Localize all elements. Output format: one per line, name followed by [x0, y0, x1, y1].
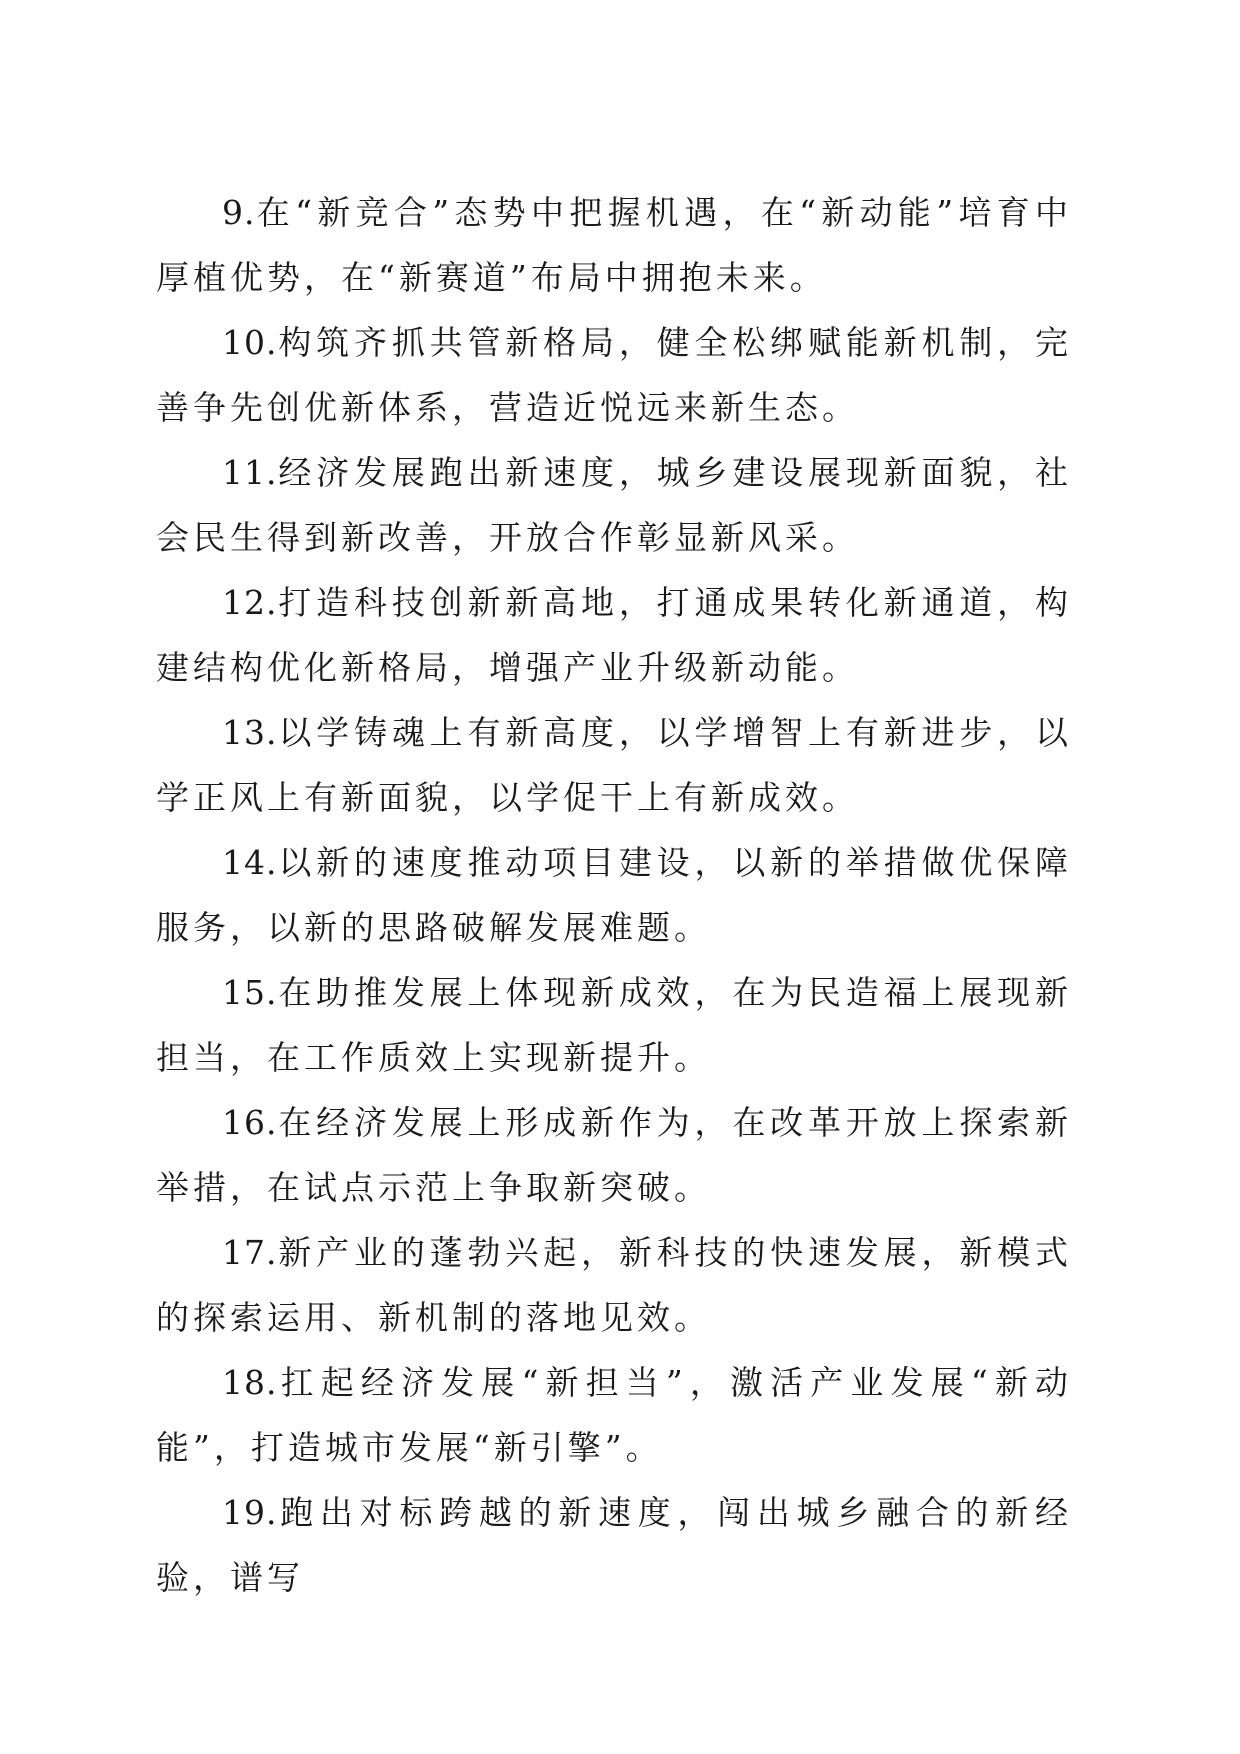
item-number: 11.	[222, 453, 278, 492]
item-text: 构筑齐抓共管新格局，健全松绑赋能新机制，完善争先创优新体系，营造近悦远来新生态。	[156, 323, 1072, 427]
item-number: 13.	[222, 713, 278, 752]
item-text: 以新的速度推动项目建设，以新的举措做优保障服务，以新的思路破解发展难题。	[156, 843, 1072, 947]
item-number: 18.	[222, 1363, 278, 1402]
item-text: 在助推发展上体现新成效，在为民造福上展现新担当，在工作质效上实现新提升。	[156, 973, 1072, 1077]
list-item	[156, 570, 1072, 700]
list-item	[156, 1350, 1072, 1480]
item-text: 经济发展跑出新速度，城乡建设展现新面貌，社会民生得到新改善，开放合作彰显新风采。	[156, 453, 1072, 557]
item-text: 新产业的蓬勃兴起，新科技的快速发展，新模式的探索运用、新机制的落地见效。	[156, 1233, 1072, 1337]
list-item	[156, 1480, 1072, 1610]
item-number: 16.	[222, 1103, 278, 1142]
item-text: 跑出对标跨越的新速度，闯出城乡融合的新经验，谱写	[156, 1493, 1072, 1597]
list-item	[156, 310, 1072, 440]
item-text: 以学铸魂上有新高度，以学增智上有新进步，以学正风上有新面貌，以学促干上有新成效。	[156, 713, 1072, 817]
list-item	[156, 960, 1072, 1090]
item-number: 12.	[222, 583, 278, 622]
list-item	[156, 1090, 1072, 1220]
list-item	[156, 440, 1072, 570]
item-text: 在“新竞合”态势中把握机遇，在“新动能”培育中厚植优势，在“新赛道”布局中拥抱未来。	[156, 193, 1072, 297]
item-number: 14.	[222, 843, 278, 882]
document-body	[156, 180, 1072, 1610]
item-number: 10.	[222, 323, 278, 362]
item-text: 扛起经济发展“新担当”，激活产业发展“新动能”，打造城市发展“新引擎”。	[156, 1363, 1072, 1467]
list-item	[156, 1220, 1072, 1350]
list-item	[156, 700, 1072, 830]
item-text: 打造科技创新新高地，打通成果转化新通道，构建结构优化新格局，增强产业升级新动能。	[156, 583, 1072, 687]
item-number: 9.	[222, 193, 256, 232]
item-number: 15.	[222, 973, 278, 1012]
list-item	[156, 180, 1072, 310]
item-number: 17.	[222, 1233, 278, 1272]
list-item	[156, 830, 1072, 960]
item-number: 19.	[222, 1493, 278, 1532]
item-text: 在经济发展上形成新作为，在改革开放上探索新举措，在试点示范上争取新突破。	[156, 1103, 1072, 1207]
